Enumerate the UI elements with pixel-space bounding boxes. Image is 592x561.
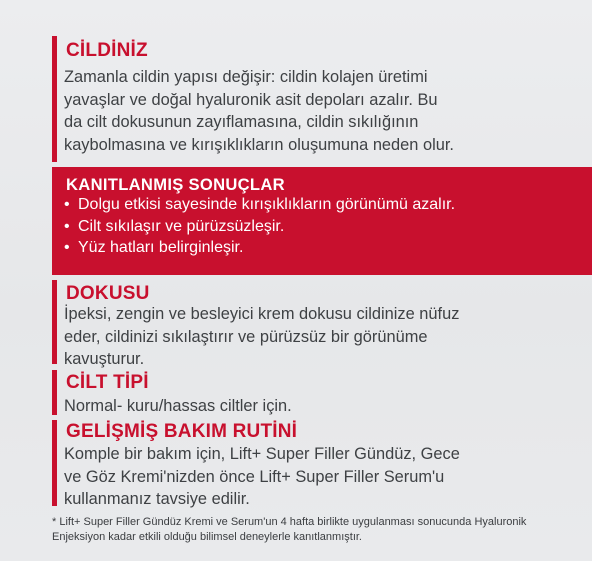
text-line: kaybolmasına ve kırışıklıkların oluşumuna neden olur. [64, 135, 454, 154]
text-line: ve Göz Kremi'nizden önce Lift+ Super Filler Serum'u [64, 467, 445, 486]
results-list [64, 194, 455, 259]
results-band [52, 167, 592, 275]
section-heading-cilt-tipi: CİLT TİPİ [66, 372, 149, 393]
section-text-cildiniz [64, 66, 564, 156]
text-line: Zamanla cildin yapısı değişir: cildin kolajen üretimi [64, 68, 428, 86]
list-item [64, 194, 455, 216]
section-heading-dokusu: DOKUSU [66, 283, 150, 304]
text-line: kavuşturur. [64, 350, 145, 368]
text-line: da cilt dokusunun zayıflamasına, cildin sıkılığının [64, 113, 419, 131]
section-accent-bar [52, 420, 57, 506]
bullet-icon: • [64, 239, 70, 256]
text-line: Komple bir bakım için, Lift+ Super Filler Gündüz, Gece [64, 445, 460, 463]
list-item-text: Yüz hatları belirginleşir. [78, 239, 244, 256]
section-accent-bar [52, 280, 57, 364]
list-item-text: Dolgu etkisi sayesinde kırışıklıkların görünümü azalır. [78, 196, 456, 213]
footnote-line: * Lift+ Super Filler Gündüz Kremi ve Serum'un 4 hafta birlikte uygulanması sonucunda Hyaluronik [52, 516, 527, 528]
footnote-line: Enjeksiyon kadar etkili olduğu bilimsel deneylerle kanıtlanmıştır. [52, 531, 362, 543]
list-item-text: Cilt sıkılaşır ve pürüzsüzleşir. [78, 217, 285, 235]
section-accent-bar [52, 36, 57, 162]
section-text-cilt-tipi [64, 395, 564, 418]
list-item [64, 216, 455, 238]
section-text-rutin [64, 443, 564, 511]
section-heading-sonuclar: KANITLANMIŞ SONUÇLAR [66, 175, 285, 194]
bullet-icon: • [64, 217, 70, 235]
section-text-dokusu [64, 303, 564, 371]
text-line: Normal- kuru/hassas ciltler için. [64, 397, 292, 415]
text-line: eder, cildinizi sıkılaştırır ve pürüzsüz bir görünüme [64, 327, 428, 346]
section-heading-rutin: GELİŞMİŞ BAKIM RUTİNİ [66, 421, 298, 442]
footnote [52, 515, 572, 545]
text-line: yavaşlar ve doğal hyaluronik asit depoları azalır. Bu [64, 90, 438, 109]
text-line: kullanmanız tavsiye edilir. [64, 490, 250, 508]
section-heading-cildiniz: CİLDİNİZ [66, 40, 148, 61]
list-item [64, 237, 455, 259]
text-line: İpeksi, zengin ve besleyici krem dokusu cildinize nüfuz [64, 305, 460, 323]
section-accent-bar [52, 370, 57, 415]
bullet-icon: • [64, 196, 70, 213]
